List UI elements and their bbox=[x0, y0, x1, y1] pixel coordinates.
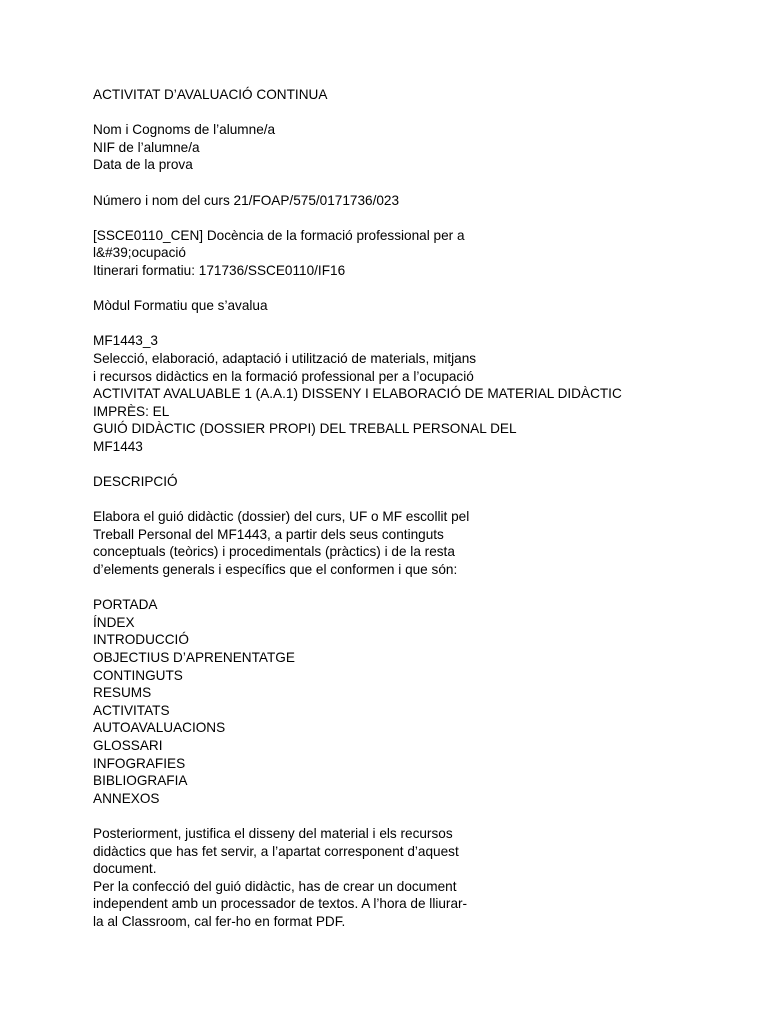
description-line: Elabora el guió didàctic (dossier) del curs, UF o MF escollit pel bbox=[93, 509, 470, 525]
list-item: GLOSSARI bbox=[93, 737, 163, 753]
list-item: OBJECTIUS D’APRENENTATGE bbox=[93, 650, 295, 665]
closing-line: independent amb un processador de textos. A l’hora de lliurar- bbox=[93, 896, 468, 912]
activity-title-line: GUIÓ DIDÀCTIC (DOSSIER PROPI) DEL TREBALL PERSONAL DEL bbox=[93, 421, 517, 437]
student-name-label: Nom i Cognoms de l’alumne/a bbox=[93, 122, 276, 138]
activity-title-line: IMPRÈS: EL bbox=[93, 403, 170, 419]
activity-title-line: ACTIVITAT AVALUABLE 1 (A.A.1) DISSENY I ELABORACIÓ DE MATERIAL DIDÀCTIC bbox=[93, 386, 622, 402]
spacer bbox=[93, 315, 693, 333]
sections-list bbox=[93, 596, 693, 807]
list-item: ACTIVITATS bbox=[93, 702, 170, 718]
closing-line: la al Classroom, cal fer-ho en format PDF. bbox=[93, 913, 346, 929]
closing-line: Posteriorment, justifica el disseny del material i els recursos bbox=[93, 825, 453, 841]
course-name-line: l&#39;ocupació bbox=[93, 245, 186, 261]
list-item: BIBLIOGRAFIA bbox=[93, 773, 188, 789]
description-paragraph bbox=[93, 508, 693, 578]
module-title-line: Selecció, elaboració, adaptació i utilització de materials, mitjans bbox=[93, 350, 477, 366]
spacer bbox=[93, 174, 693, 192]
list-item: ÍNDEX bbox=[93, 614, 135, 630]
list-item: PORTADA bbox=[93, 597, 158, 613]
training-itinerary: Itinerari formatiu: 171736/SSCE0110/IF16 bbox=[93, 262, 346, 278]
list-item: INTRODUCCIÓ bbox=[93, 632, 189, 648]
description-heading: DESCRIPCIÓ bbox=[93, 474, 178, 490]
list-item: AUTOAVALUACIONS bbox=[93, 720, 226, 736]
description-line: Treball Personal del MF1443, a partir dels seus continguts bbox=[93, 526, 444, 542]
document-page bbox=[93, 86, 693, 931]
spacer bbox=[93, 280, 693, 298]
closing-paragraph bbox=[93, 825, 693, 931]
module-heading: Mòdul Formatiu que s’avalua bbox=[93, 298, 268, 314]
list-item: CONTINGUTS bbox=[93, 667, 183, 683]
course-info bbox=[93, 227, 693, 280]
course-number: Número i nom del curs 21/FOAP/575/0171736/023 bbox=[93, 192, 400, 208]
spacer bbox=[93, 104, 693, 122]
description-line: conceptuals (teòrics) i procedimentals (pràctics) i de la resta bbox=[93, 544, 455, 560]
document-title: ACTIVITAT D’AVALUACIÓ CONTINUA bbox=[93, 87, 328, 102]
spacer bbox=[93, 579, 693, 597]
course-name-line: [SSCE0110_CEN] Docència de la formació professional per a bbox=[93, 227, 465, 243]
student-nif-label: NIF de l’alumne/a bbox=[93, 139, 200, 155]
exam-date-label: Data de la prova bbox=[93, 157, 193, 173]
module-code: MF1443_3 bbox=[93, 333, 158, 349]
closing-line: didàctics que has fet servir, a l’apartat corresponent d’aquest bbox=[93, 843, 459, 859]
spacer bbox=[93, 209, 693, 227]
closing-line: document. bbox=[93, 861, 157, 877]
list-item: INFOGRAFIES bbox=[93, 755, 186, 771]
module-title-line: i recursos didàctics en la formació professional per a l’ocupació bbox=[93, 368, 474, 384]
module-info bbox=[93, 332, 693, 455]
closing-line: Per la confecció del guió didàctic, has de crear un document bbox=[93, 878, 457, 894]
spacer bbox=[93, 455, 693, 473]
description-line: d’elements generals i específics que el conformen i que són: bbox=[93, 562, 458, 578]
activity-title-line: MF1443 bbox=[93, 438, 143, 454]
list-item: RESUMS bbox=[93, 685, 152, 701]
list-item: ANNEXOS bbox=[93, 790, 160, 806]
spacer bbox=[93, 491, 693, 509]
spacer bbox=[93, 807, 693, 825]
student-fields bbox=[93, 121, 693, 174]
